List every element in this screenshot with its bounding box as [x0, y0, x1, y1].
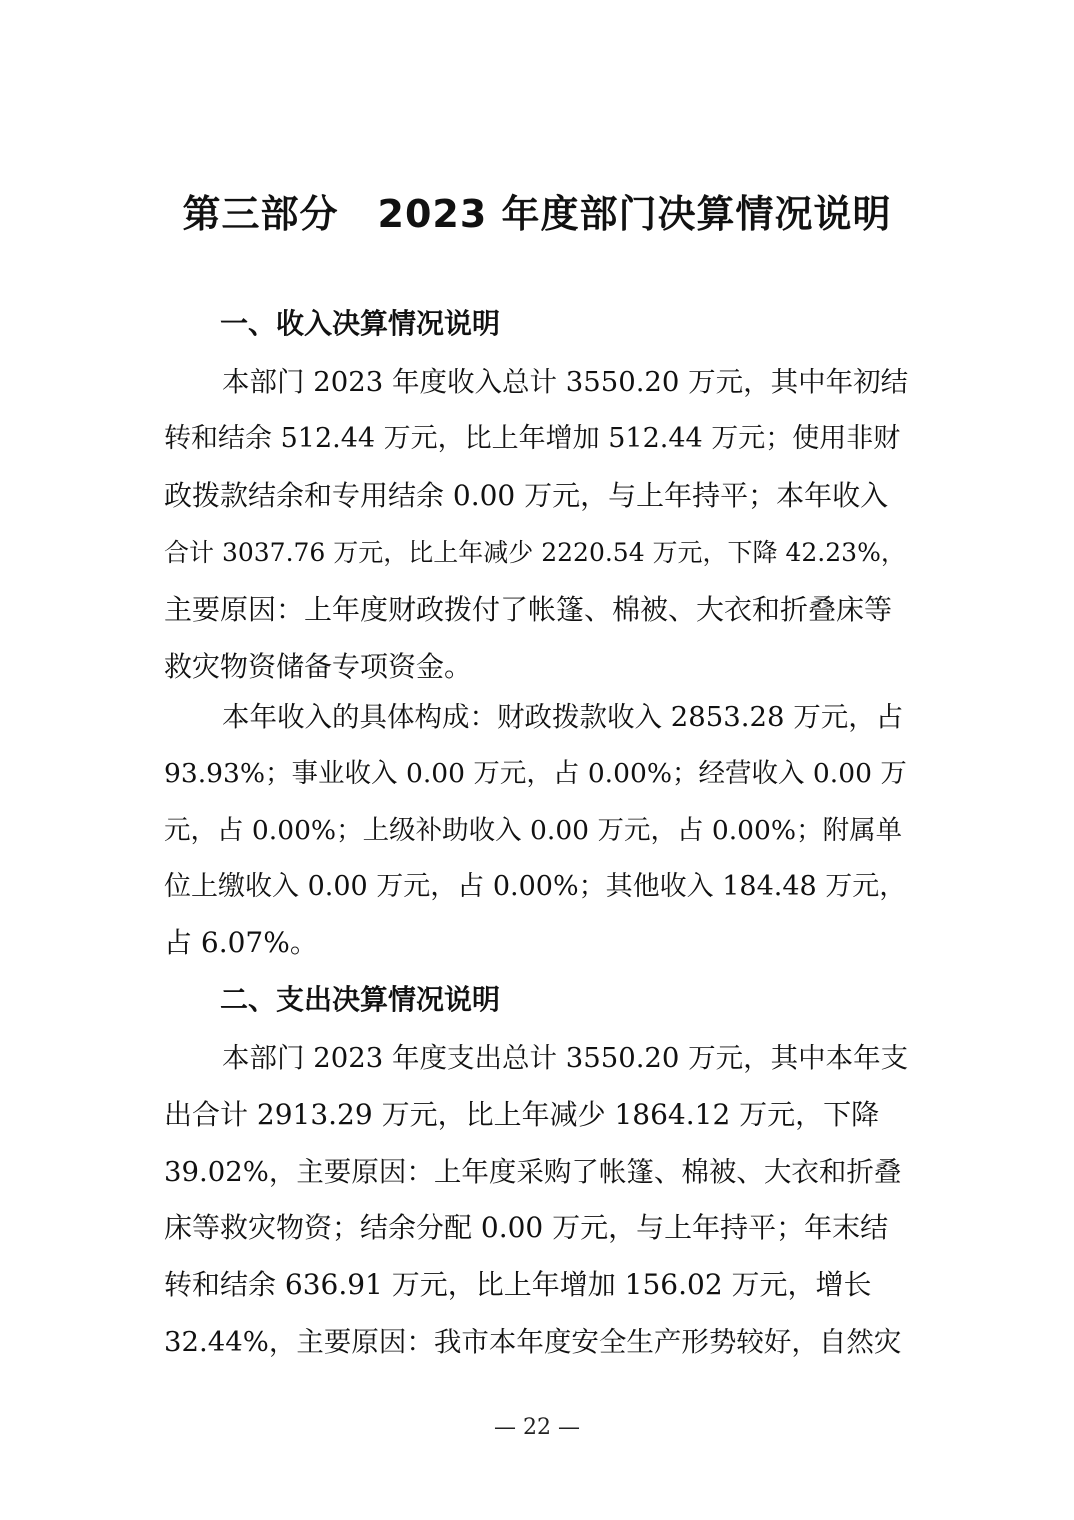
expenditure-paragraph-line: 床等救灾物资；结余分配 0.00 万元，与上年持平；年末结 — [164, 1211, 889, 1244]
income-paragraph-line: 本部门 2023 年度收入总计 3550.20 万元，其中年初结 — [222, 366, 909, 398]
page-number: — 22 — — [494, 1415, 580, 1440]
income-paragraph-line: 政拨款结余和专用结余 0.00 万元，与上年持平；本年收入 — [164, 479, 889, 512]
section-heading-expenditure: 二、支出决算情况说明 — [220, 983, 501, 1016]
expenditure-paragraph-line: 出合计 2913.29 万元，比上年减少 1864.12 万元，下降 — [164, 1098, 880, 1131]
income-composition-line: 93.93%；事业收入 0.00 万元，占 0.00%；经营收入 0.00 万 — [164, 758, 907, 789]
income-paragraph-line: 合计 3037.76 万元，比上年减少 2220.54 万元，下降 42.23%， — [164, 538, 906, 567]
expenditure-paragraph-line: 转和结余 636.91 万元，比上年增加 156.02 万元，增长 — [164, 1268, 872, 1301]
income-composition-line: 元，占 0.00%；上级补助收入 0.00 万元，占 0.00%；附属单 — [164, 815, 903, 846]
income-composition-line: 占 6.07%。 — [164, 926, 318, 959]
page-title: 第三部分 2023 年度部门决算情况说明 — [182, 192, 892, 236]
income-composition-line: 本年收入的具体构成：财政拨款收入 2853.28 万元，占 — [222, 701, 904, 733]
expenditure-paragraph-line: 32.44%，主要原因：我市本年度安全生产形势较好，自然灾 — [164, 1326, 902, 1358]
expenditure-paragraph-line: 本部门 2023 年度支出总计 3550.20 万元，其中本年支 — [222, 1042, 909, 1074]
expenditure-paragraph-line: 39.02%，主要原因：上年度采购了帐篷、棉被、大衣和折叠 — [164, 1156, 902, 1188]
income-paragraph-line: 救灾物资储备专项资金。 — [164, 650, 473, 683]
income-paragraph-line: 主要原因：上年度财政拨付了帐篷、棉被、大衣和折叠床等 — [164, 593, 893, 626]
section-heading-income: 一、收入决算情况说明 — [220, 307, 501, 340]
income-paragraph-line: 转和结余 512.44 万元，比上年增加 512.44 万元；使用非财 — [164, 423, 901, 454]
income-composition-line: 位上缴收入 0.00 万元，占 0.00%；其他收入 184.48 万元， — [164, 871, 907, 902]
